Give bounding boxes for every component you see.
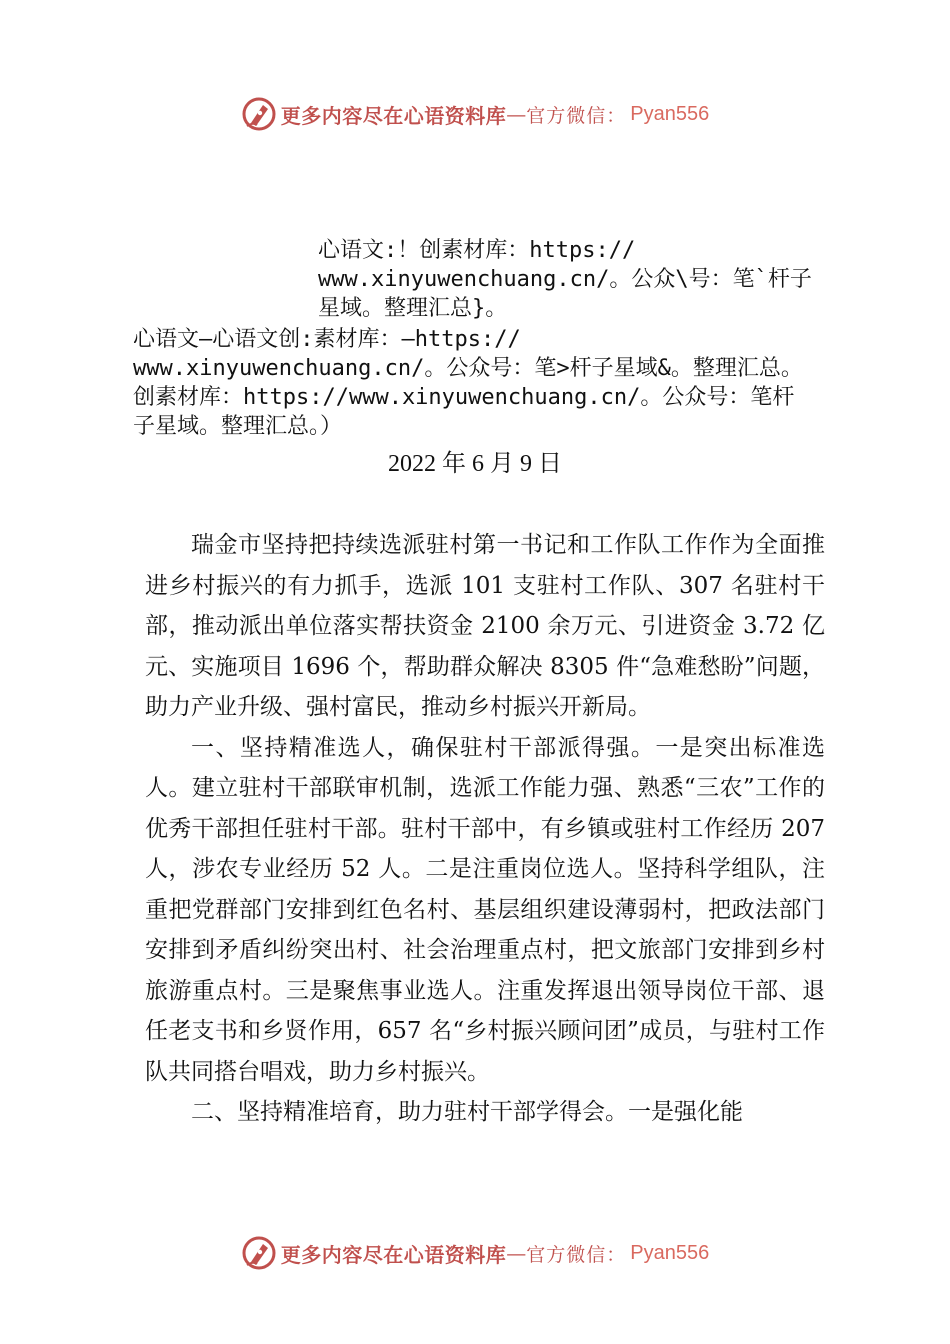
pen-nib-logo-icon <box>241 96 277 132</box>
banner-wechat-id: Pyan556 <box>630 1241 710 1264</box>
banner-dash: — <box>506 1241 527 1265</box>
header-block-1 <box>318 236 812 323</box>
banner-dash: — <box>506 102 527 126</box>
document-body <box>145 525 825 1133</box>
header-line: 子星域。整理汇总。） <box>133 414 343 439</box>
bottom-banner <box>0 1233 950 1273</box>
header-block-2 <box>133 325 803 441</box>
body-paragraph-section-1: 一、坚持精准选人，确保驻村干部派得强。一是突出标准选人。建立驻村干部联审机制，选派工作能力强、熟悉“三农”工作的优秀干部担任驻村干部。驻村干部中，有乡镇或驻村工作经历 207 人，涉农专业经历 52 人。二是注重岗位选人。坚持科学组队，注重把党群部门安排到红色名村、基层组织建设薄弱村，把政法部门安排到矛盾纠纷突出村、社会治理重点村，把文旅部门安排到乡村旅游重点村。三是聚焦事业选人。注重发挥退出领导岗位干部、退任老支书和乡贤作用，657 名“乡村振兴顾问团”成员，与驻村工作队共同搭台唱戏，助力乡村振兴。 <box>145 734 825 1085</box>
banner-main-text: 更多内容尽在心语资料库 <box>280 103 507 128</box>
header-line: 心语文:！创素材库：https:// <box>318 238 636 263</box>
pen-nib-logo-icon <box>241 1235 277 1271</box>
banner-content <box>241 96 709 132</box>
document-date: 2022 年 6 月 9 日 <box>388 451 562 477</box>
banner-wechat-label: 官方微信： <box>526 1243 627 1266</box>
banner-wechat-label: 官方微信： <box>526 104 627 127</box>
header-line: 心语文—心语文创:素材库：—https:// <box>133 327 521 352</box>
top-banner <box>0 94 950 134</box>
banner-wechat-id: Pyan556 <box>630 102 710 125</box>
banner-content <box>241 1235 709 1271</box>
header-line: 星域。整理汇总}。 <box>318 296 508 321</box>
body-paragraph-section-2: 二、坚持精准培育，助力驻村干部学得会。一是强化能 <box>191 1099 743 1125</box>
banner-main-text: 更多内容尽在心语资料库 <box>280 1242 507 1267</box>
header-line: www.xinyuwenchuang.cn/。公众号：笔>杆子星域&。整理汇总。 <box>133 356 803 381</box>
header-line: www.xinyuwenchuang.cn/。公众\号：笔`杆子 <box>318 267 812 292</box>
header-line: 创素材库：https://www.xinyuwenchuang.cn/。公众号：笔杆 <box>133 385 795 410</box>
body-paragraph-intro: 瑞金市坚持把持续选派驻村第一书记和工作队工作作为全面推进乡村振兴的有力抓手，选派 101 支驻村工作队、307 名驻村干部，推动派出单位落实帮扶资金 2100 余万元、引进资金 3.72 亿元、实施项目 1696 个，帮助群众解决 8305 件“急难愁盼”问题，助力产业升级、强村富民，推动乡村振兴开新局。 <box>145 532 825 720</box>
